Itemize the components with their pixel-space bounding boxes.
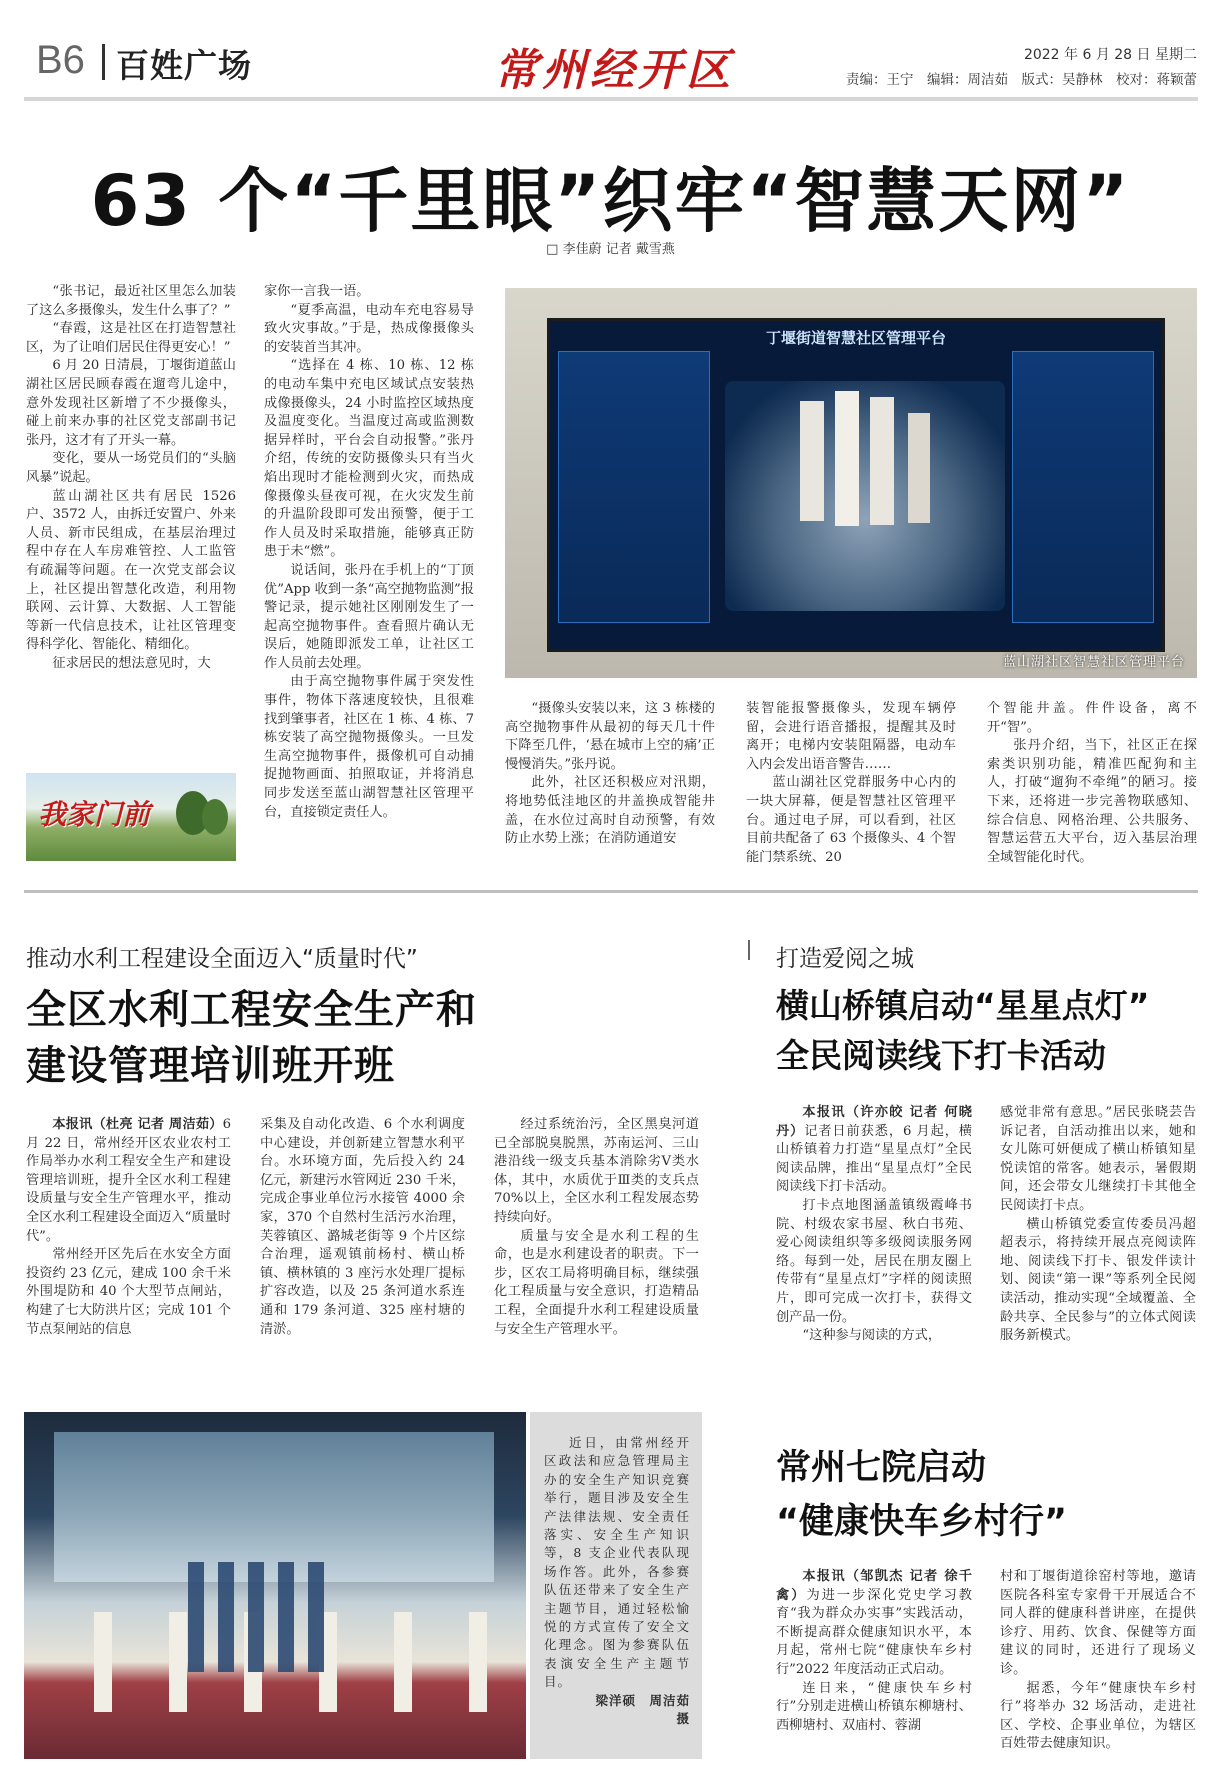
paragraph: 近日，由常州经开区政法和应急管理局主办的安全生产知识竞赛举行，题目涉及安全生产法律法规、安全责任落实、安全生产知识等，8 支企业代表队现场作答。此外，各参赛队伍还带来了安全生产主题节目，通过轻松愉悦的方式宣传了安全文化理念。图为参赛队伍表演安全生产主题节目。 (544, 1435, 690, 1690)
tower (835, 391, 859, 526)
reading-headline-line1: 横山桥镇启动“星星点灯” (776, 986, 1150, 1025)
header-divider (102, 44, 105, 80)
lead-column-5 (987, 700, 1197, 867)
header-rule (24, 97, 1198, 101)
water-headline-line2: 建设管理培训班开班 (26, 1043, 395, 1089)
lead-text: 记者日前获悉，6 月起，横山桥镇着力打造“星星点灯”全民阅读品牌，推出“星星点灯”全民阅读线下打卡活动。 (776, 1123, 972, 1195)
column-divider (748, 940, 750, 960)
paragraph: 感觉非常有意思。”居民张晓芸告诉记者，自活动推出以来，她和女儿陈可妍便成了横山桥镇知星悦读馆的常客。她表示，暑假期间，还会带女儿继续打卡其他全民阅读打卡点。 (1000, 1105, 1196, 1213)
hospital-headline-line1: 常州七院启动 (776, 1448, 987, 1488)
reading-column-1 (776, 1104, 972, 1346)
paragraph: 横山桥镇党委宣传委员冯超超表示，将持续开展点亮阅读阵地、阅读线下打卡、银发伴读计划、阅读“第一课”等系列全民阅读活动，推动实现“全域覆盖、全龄共享、全民参与”的立体式阅读服务新模式。 (1000, 1216, 1196, 1344)
lead-column-1 (26, 283, 236, 673)
water-column-3 (494, 1116, 699, 1339)
column-banner-image (26, 773, 236, 861)
masthead-logo: 常州经开区 (494, 45, 734, 96)
paragraph: 打卡点地图涵盖镇级霞峰书院、村级农家书屋、秋白书苑、爱心阅读组织等多级阅读服务网络。每到一处，居民在朋友圈上传带有“星星点灯”字样的阅读照片，即可完成一次打卡，获得文创产品一份。 (776, 1197, 972, 1325)
screen-right-panel (1012, 351, 1154, 623)
reading-headline-line2: 全民阅读线下打卡活动 (776, 1036, 1106, 1075)
section-divider (24, 890, 1198, 893)
hospital-headline-line2: “健康快车乡村行” (776, 1502, 1068, 1542)
water-column-2 (260, 1116, 465, 1339)
paragraph: 采集及自动化改造、6 个水利调度中心建设，并创新建立智慧水利平台。水环境方面，先后投入约 24 亿元，新建污水管网近 230 千米，完成企事业单位污水接管 4000 余家，370 个自然村生活污水治理，芙蓉镇区、潞城老街等 9 个片区综合治理，遥观镇前杨村、横山桥镇、横林镇的 3 座污水处理厂提标扩容改造，以及 25 条河道水系连通和 179 条河道、325 座村塘的清淤。 (260, 1117, 465, 1337)
screen-title: 丁堰街道智慧社区管理平台 (765, 329, 946, 347)
tower (908, 413, 930, 523)
paragraph: 质量与安全是水利工程的生命，也是水利建设者的职责。下一步，区农工局将明确目标，继续强化工程质量与安全意识，打造精品工程，全面提升水利工程建设质量与安全生产管理水平。 (494, 1228, 699, 1337)
lead-text: 为进一步深化党史学习教育“我为群众办实事”实践活动，不断提高群众健康知识水平，本月起，常州七院“健康快车乡村行”2022 年度活动正式启动。 (776, 1587, 972, 1677)
paragraph: 说话间，张丹在手机上的“丁顶优”App 收到一条“高空抛物监测”报警记录，提示她社区刚刚发生了一起高空抛物事件。查看照片确认无误后，她随即派发工单，让社区工作人员前去处理。 (264, 562, 474, 671)
stage-screen (54, 1432, 494, 1582)
paragraph: “春霞，这是社区在打造智慧社区，为了让咱们居民住得更安心！” (26, 321, 236, 355)
paragraph: 此外，社区还积极应对汛期，将地势低洼地区的井盖换成智能井盖，在水位过高时自动预警，有效防止水势上涨；在消防通道安 (505, 775, 715, 847)
paragraph (776, 1568, 972, 1680)
section-title: 百姓广场 (116, 46, 252, 85)
paragraph: 据悉，今年“健康快车乡村行”将举办 32 场活动，走进社区、学校、企事业单位，为辖区百姓带去健康知识。 (1000, 1680, 1196, 1752)
tower (870, 397, 894, 525)
paragraph: 由于高空抛物事件属于突发性事件，物体下落速度较快，且很难找到肇事者，社区在 1 栋、4 栋、7 栋安装了高空抛物摄像头。一旦发生高空抛物事件，摄像机可自动捕捉抛物画面、拍照取证，并将消息同步发送至蓝山湖智慧社区管理平台，直接锁定责任人。 (264, 674, 474, 820)
paragraph: “选择在 4 栋、10 栋、12 栋的电动车集中充电区域试点安装热成像摄像头，24 小时监控区域热度及温度变化。当温度过高或监测数据异样时，平台会自动报警。”张丹介绍，传统的安防摄像头只有当火焰出现时才能检测到火灾，而热成像摄像头昼夜可视，在火灾发生前的升温阶段即可发出预警，便于工作人员及时采取措施，能够真正防患于未“燃”。 (264, 358, 474, 560)
paragraph: 连日来，“健康快车乡村行”分别走进横山桥镇东柳塘村、西柳塘村、双庙村、蓉湖 (776, 1680, 972, 1733)
lead-label: 本报讯（邹凯杰 记者 徐千禽） (776, 1569, 972, 1603)
hospital-column-1 (776, 1568, 972, 1735)
paragraph: 6 月 20 日清晨，丁堰街道蓝山湖社区居民顾春霞在遛弯儿途中，意外发现社区新增了不少摄像头，碰上前来办事的社区党支部副书记张丹，这才有了开头一幕。 (26, 358, 236, 448)
paragraph: 家你一言我一语。 (264, 284, 370, 299)
paragraph: 个智能井盖。件件设备，离不开“智”。 (987, 701, 1197, 735)
lead-text: 6 月 22 日，常州经开区农业农村工作局举办水利工程安全生产和建设管理培训班，提升全区水利工程建设质量与安全生产管理水平，推动全区水利工程建设全面迈入“质量时代”。 (26, 1117, 231, 1244)
paragraph: “这种参与阅读的方式， (802, 1328, 942, 1344)
lead-headline: 63 个“千里眼”织牢“智慧天网” (90, 160, 1131, 242)
paragraph: 张丹介绍，当下，社区正在探索类识别功能，精准匹配狗和主人，打破“遛狗不牵绳”的陋习。接下来，还将进一步完善物联感知、综合信息、网格治理、公共服务、智慧运营五大平台，迈入基层治理全域智能化时代。 (987, 738, 1197, 865)
paragraph: 变化，要从一场党员们的“头脑风暴”说起。 (26, 451, 236, 485)
paragraph (776, 1104, 972, 1197)
water-headline-line1: 全区水利工程安全生产和 (26, 987, 477, 1033)
lead-photo (505, 288, 1197, 678)
paragraph: 装智能报警摄像头，发现车辆停留，会进行语音播报，提醒其及时离开；电梯内安装阻隔器，电动车入内会发出语音警告…… (746, 701, 956, 772)
safety-photo-caption (530, 1412, 702, 1759)
performer-group (174, 1562, 324, 1672)
safety-contest-photo (24, 1412, 526, 1759)
banner-text: 我家门前 (38, 798, 151, 831)
lead-column-2 (264, 283, 474, 822)
caption-text (544, 1434, 704, 1729)
paragraph: 蓝山湖社区党群服务中心内的一块大屏幕，便是智慧社区管理平台。通过电子屏，可以看到，社区目前共配备了 63 个摄像头、4 个智能门禁系统、20 (746, 775, 956, 865)
paragraph: 常州经开区先后在水安全方面投资约 23 亿元，建成 100 余千米外围堤防和 40 个大型节点闸站，构建了七大防洪片区；完成 101 个节点泵闸站的信息 (26, 1247, 231, 1337)
lead-label: 本报讯（许亦皎 记者 何晓丹） (776, 1105, 972, 1139)
paragraph: “夏季高温，电动车充电容易导致火灾事故。”于是，热成像摄像头的安装首当其冲。 (264, 302, 474, 355)
paragraph: “摄像头安装以来，这 3 栋楼的高空抛物事件从最初的每天几十件下降至几件，‘悬在城市上空的痛’正慢慢消失。”张丹说。 (505, 701, 715, 772)
tower (800, 401, 824, 521)
page-number: B6 (36, 38, 85, 82)
lead-label: 本报讯（杜亮 记者 周洁茹） (52, 1117, 223, 1132)
reading-column-2 (1000, 1104, 1196, 1346)
paragraph: 蓝山湖社区共有居民 1526 户、3572 人，由拆迁安置户、外来人员、新市民组成，在基层治理过程中存在人车房难管控、人工监管有疏漏等问题。在一次党支部会议上，社区提出智慧化改造，利用物联网、云计算、大数据、人工智能等新一代信息技术，让社区管理变得科学化、智能化、精细化。 (26, 488, 236, 653)
water-kicker: 推动水利工程建设全面迈入“质量时代” (26, 946, 418, 972)
tree-silhouette (202, 799, 228, 835)
water-column-1 (26, 1116, 231, 1339)
lead-column-3 (505, 700, 715, 849)
photo-credit: 梁洋硕 周洁茹 摄 (595, 1692, 704, 1727)
reading-kicker: 打造爱阅之城 (776, 946, 914, 972)
hospital-column-2 (1000, 1568, 1196, 1754)
editor-credits: 责编：王宁 编辑：周洁茹 版式：吴静林 校对：蒋颖蕾 (846, 72, 1197, 88)
paragraph: “张书记，最近社区里怎么加装了这么多摄像头，发生什么事了？” (26, 284, 236, 318)
paragraph: 村和丁堰街道徐窑村等地，邀请医院各科室专家骨干开展适合不同人群的健康科普讲座，在提供诊疗、用药、饮食、保健等方面建议的同时，还进行了现场义诊。 (1000, 1569, 1196, 1677)
issue-date: 2022 年 6 月 28 日 星期二 (1023, 47, 1197, 63)
paragraph: 征求居民的想法意见时，大 (52, 655, 211, 671)
photo-caption: 蓝山湖社区智慧社区管理平台 (1002, 655, 1185, 670)
paragraph: 经过系统治污，全区黑臭河道已全部脱臭脱黑，苏南运河、三山港沿线一级支兵基本消除劣Ⅴ类水体，其中，水质优于Ⅲ类的支兵点 70%以上，全区水利工程发展态势持续向好。 (494, 1117, 699, 1225)
screen-left-panel (558, 351, 710, 623)
paragraph (26, 1116, 231, 1246)
display-screen (547, 318, 1165, 652)
lead-byline: □ 李佳蔚 记者 戴雪燕 (546, 242, 675, 257)
building-model (725, 381, 1005, 611)
lead-column-4 (746, 700, 956, 867)
